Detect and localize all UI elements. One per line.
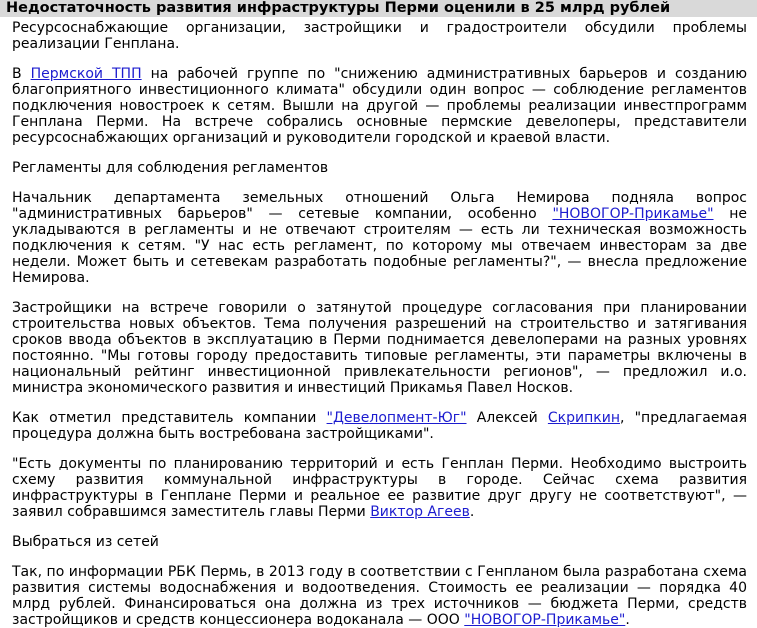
- paragraph-rbk-text-after: .: [625, 612, 630, 628]
- paragraph-skripkin-text-before: Как отметил представитель компании: [12, 410, 327, 426]
- paragraph-rbk-text-before: Так, по информации РБК Пермь, в 2013 году в соответствии с Генпланом была разработана схема развития системы водоснабжения и водоотведения. Стоимость ее реализации — порядка 40 млрд рублей. Финансироваться она должна из трех источников — бюджета Перми, средств застройщиков и средств концессионера водоканала — ООО: [12, 564, 747, 628]
- paragraph-nemirova: [12, 190, 747, 286]
- lead-paragraph: Ресурсоснабжающие организации, застройщики и градостроители обсудили проблемы реализации Генплана.: [12, 20, 747, 52]
- paragraph-ageev-text-before: "Есть документы по планированию территорий и есть Генплан Перми. Необходимо выстроить схему развития коммунальной инфраструктуры в городе. Сейчас схема развития инфраструктуры в Генплане Перми и реальное ее развитие друг другу не соответствуют", — заявил собравшимся заместитель главы Перми: [12, 456, 747, 520]
- paragraph-tpp-text-after: на рабочей группе по "снижению административных барьеров и созданию благоприятного инвестиционного климата" обсудили один вопрос — соблюдение регламентов подключения новостроек к сетям. Вышли на другой — проблемы реализации инвестпрограмм Генплана Перми. На встрече собрались основные пермские девелоперы, представители ресурсоснабжающих организаций и руководители городской и краевой власти.: [12, 66, 748, 146]
- section-heading-networks: Выбраться из сетей: [12, 534, 159, 550]
- link-novogor-prikamye[interactable]: "НОВОГОР-Прикамье": [552, 206, 714, 222]
- link-viktor-ageev[interactable]: Виктор Агеев: [370, 504, 470, 520]
- link-skripkin[interactable]: Скрипкин: [547, 410, 620, 426]
- paragraph-ageev-text-after: .: [469, 504, 475, 520]
- article-title: Недостаточность развития инфраструктуры Перми оценили в 25 млрд рублей: [0, 0, 757, 17]
- paragraph-skripkin: [12, 410, 747, 442]
- paragraph-skripkin-text-after: , "предлагаемая процедура должна быть востребована застройщиками".: [12, 410, 748, 442]
- paragraph-skripkin-text-middle: Алексей: [466, 410, 548, 426]
- paragraph-developers: Застройщики на встрече говорили о затянутой процедуре согласования при планировании строительства новых объектов. Тема получения разрешений на строительство и затягивания сроков ввода объектов в эксплуатацию в Перми поднимается девелоперами на разных уровнях постоянно. "Мы готовы городу предоставить типовые регламенты, эти параметры включены в национальный рейтинг инвестиционной привлекательности регионов", — предложил и.о. министра экономического развития и инвестиций Прикамья Павел Носков.: [12, 300, 747, 396]
- paragraph-rbk: [12, 564, 747, 628]
- paragraph-nemirova-text-before: Начальник департамента земельных отношений Ольга Немирова подняла вопрос "административных барьеров" — сетевые компании, особенно: [12, 190, 747, 222]
- paragraph-nemirova-text-after: не укладываются в регламенты и не отвечают строителям — есть ли техническая возможность подключения к сетям. "У нас есть регламент, по которому мы отвечаем инвесторам за две недели. Может быть и сетевекам разработать подобные регламенты?", — внесла предложение Немирова.: [12, 206, 748, 286]
- link-development-yug[interactable]: "Девелопмент-Юг": [326, 410, 467, 426]
- link-perm-tpp[interactable]: Пермской ТПП: [30, 66, 142, 82]
- section-heading-reglaments: Регламенты для соблюдения регламентов: [12, 160, 329, 176]
- paragraph-tpp-text-before: В: [12, 66, 31, 82]
- article-body: [0, 17, 757, 628]
- link-novogor-prikamye-2[interactable]: "НОВОГОР-Прикамье": [464, 612, 626, 628]
- paragraph-tpp: [12, 66, 747, 146]
- paragraph-ageev: [12, 456, 747, 520]
